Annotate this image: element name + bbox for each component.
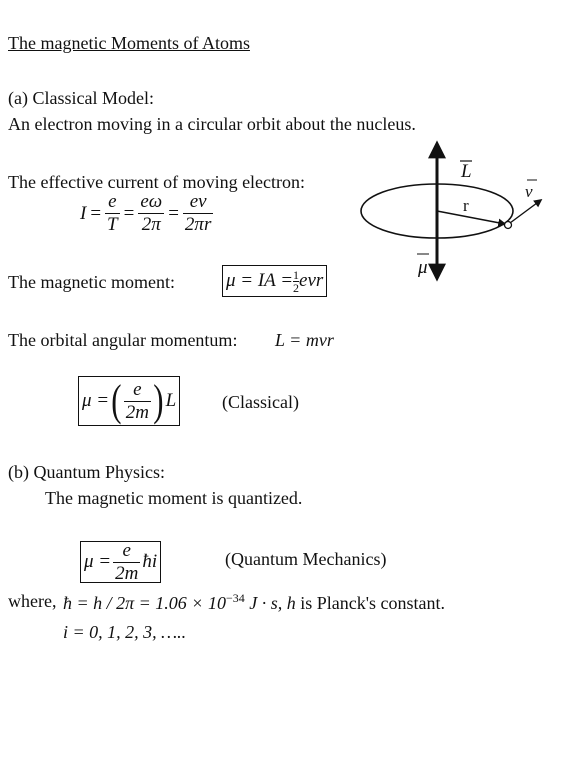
where-label: where, <box>8 591 57 611</box>
fraction-e-over-2m: $\frac{e}{2m}$ <box>125 378 149 423</box>
mu-label: μ <box>418 257 428 278</box>
fraction-eomega-over-2pi: $\frac{e\omega}{2\pi}$ <box>140 191 163 235</box>
half-fraction: $\frac{1}{2}$ <box>293 267 300 295</box>
current-label: The effective current of moving electron: <box>8 172 306 192</box>
quantum-equation: μ = $\frac{e}{2m}$ ħi <box>80 541 161 583</box>
r-label: r <box>463 196 469 215</box>
angular-label: The orbital angular momentum: <box>8 330 238 350</box>
moment-label: The magnetic moment: <box>8 272 175 292</box>
i-values: i = 0, 1, 2, 3, ….. <box>63 622 187 642</box>
moment-equation: μ = IA = $\frac{1}{2}$ evr <box>222 265 327 297</box>
angular-equation: L = mvr <box>275 330 334 350</box>
quantum-note: (Quantum Mechanics) <box>225 549 387 569</box>
quantum-statement: The magnetic moment is quantized. <box>45 488 303 508</box>
L-label: L <box>461 161 472 182</box>
classical-intro: An electron moving in a circular orbit about the nucleus. <box>8 114 416 134</box>
radius-arrow <box>437 211 505 224</box>
fraction-e-over-2m-quantum: $\frac{e}{2m}$ <box>115 539 139 584</box>
v-label: v <box>525 182 533 201</box>
page-title: The magnetic Moments of Atoms <box>8 33 250 53</box>
hbar-equation: ħ = $h / 2\pi = 1.06 \times 10^{-34}$ J · s, h is Planck's constant. <box>63 591 445 613</box>
classical-equation: μ = ( $\frac{e}{2m}$ ) L <box>78 376 180 426</box>
fraction-ev-over-2pir: $\frac{ev}{2\pi r}$ <box>184 191 212 235</box>
current-equation: I = $\frac{e}{T}$ = $\frac{e\omega}{2\pi}$ = $\frac{ev}{2\pi r}$ <box>80 191 212 235</box>
quantum-heading: (b) Quantum Physics: <box>8 462 165 482</box>
classical-heading: (a) Classical Model: <box>8 88 154 108</box>
fraction-e-over-T: $\frac{e}{T}$ <box>107 191 118 235</box>
orbit-diagram <box>355 138 555 288</box>
current-lhs: I <box>80 202 87 224</box>
classical-note: (Classical) <box>222 392 299 412</box>
velocity-arrow <box>510 200 541 223</box>
